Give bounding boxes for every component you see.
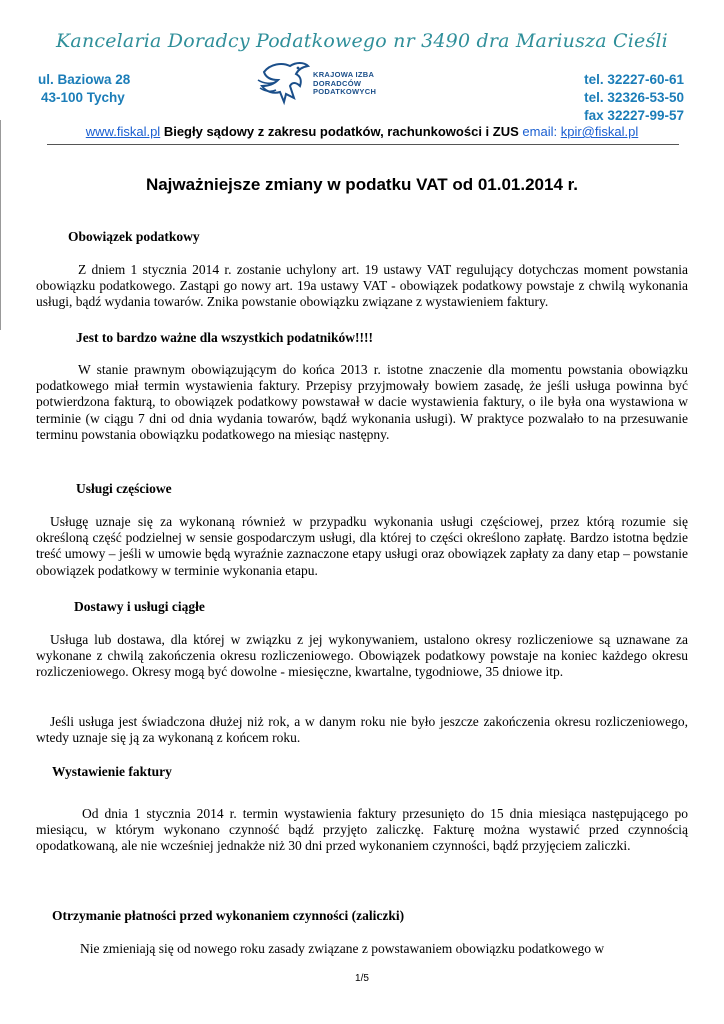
margin-mark — [0, 120, 1, 330]
section-heading: Dostawy i usługi ciągłe — [74, 599, 205, 614]
expert-text: Biegły sądowy z zakresu podatków, rachunkowości i ZUS — [163, 124, 519, 139]
paragraph: Usługa lub dostawa, dla której w związku z jej wykonywaniem, ustalono okresy rozliczeniowe są uznawane za wykonane z chwilą zakończenia okresu rozliczeniowego. Obowiązek podatkowy powstaje na koniec każdego okresu rozliczeniowego. Okresy mogą być dowolne - miesięczne, kwartalne, tygodniowe, 35 dniowe itp. — [36, 632, 688, 680]
paragraph: Od dnia 1 stycznia 2014 r. termin wystawienia faktury przesunięto do 15 dnia miesiąca następującego po miesiącu, w którym wykonano czynność bądź przyjęto zaliczkę. Fakturę można wystawić przed czynnością opodatkowaną, ale nie wcześniej jednakże niż 30 dni przed wykonaniem czynności, bądź przyjęciem zaliczki. — [36, 806, 688, 854]
paragraph: Jeśli usługa jest świadczona dłużej niż rok, a w danym roku nie było jeszcze zakończenia okresu rozliczeniowego, wtedy uznaje się ją za wykonaną z końcem roku. — [36, 714, 688, 746]
phone-1: tel. 32227-60-61 — [584, 72, 684, 87]
section-heading: Wystawienie faktury — [52, 764, 172, 779]
contact-line — [0, 124, 724, 139]
phone-2: tel. 32326-53-50 — [584, 90, 684, 105]
paragraph: Z dniem 1 stycznia 2014 r. zostanie uchylony art. 19 ustawy VAT regulujący dotychczas moment powstania obowiązku podatkowego. Zastąpi go nowy art. 19a ustawy VAT - obowiązek podatkowy powstaje z chwilą wykonania usługi, bądź wydania towarów. Znika powstanie obowiązku związane z wystawieniem faktury. — [36, 262, 688, 310]
paragraph: Nie zmieniają się od nowego roku zasady związane z powstawaniem obowiązku podatkowego w — [80, 941, 605, 956]
section-heading: Otrzymanie płatności przed wykonaniem czynności (zaliczki) — [52, 908, 405, 923]
address-street: ul. Baziowa 28 — [38, 72, 131, 87]
document-title: Najważniejsze zmiany w podatku VAT od 01.01.2014 r. — [145, 175, 579, 194]
header-divider — [47, 144, 679, 145]
section-heading: Obowiązek podatkowy — [68, 229, 200, 244]
fax: fax 32227-99-57 — [584, 108, 684, 123]
kidp-logo — [256, 58, 386, 106]
section-heading: Usługi częściowe — [76, 481, 172, 496]
email-label: email: — [522, 124, 558, 139]
paragraph: Usługę uznaje się za wykonaną również w przypadku wykonania usługi częściowej, przez którą rozumie się określoną część podzielnej w sensie gospodarczym usługi, dla której to części określono zapłatę. Bardzo istotna będzie treść umowy – jeśli w umowie będą wyraźnie zaznaczone etapy usługi oraz obowiązek zapłaty za dany etap – powstanie obowiązek podatkowy w terminie wykonania etapu. — [36, 514, 688, 578]
logo-text: KRAJOWA IZBA DORADCÓW PODATKOWYCH — [313, 70, 377, 96]
website-link[interactable]: www.fiskal.pl — [85, 124, 161, 139]
firm-name: Kancelaria Doradcy Podatkowego nr 3490 dra Mariusza Cieśli — [56, 30, 668, 52]
page-number: 1/5 — [355, 973, 369, 984]
eagle-icon — [256, 58, 312, 106]
address-block — [38, 71, 130, 107]
phone-block — [584, 71, 684, 125]
emphasis-note: Jest to bardzo ważne dla wszystkich podatników!!!! — [76, 330, 373, 345]
email-link[interactable]: kpir@fiskal.pl — [560, 124, 639, 139]
paragraph: W stanie prawnym obowiązującym do końca 2013 r. istotne znaczenie dla momentu powstania obowiązku podatkowego miał termin wystawienia faktury. Przepisy przyjmowały bowiem zasadę, że jeśli usługa powinna być potwierdzona fakturą, to obowiązek podatkowy powstawał w dacie wystawienia faktury, o ile była ona wystawiona w terminie (w ciągu 7 dni od dnia wydania towarów, bądź wykonania usługi). W praktyce pozwalało to na przesuwanie terminu powstania obowiązku podatkowego na miesiąc następny. — [36, 362, 688, 442]
address-city: 43-100 Tychy — [41, 90, 125, 105]
